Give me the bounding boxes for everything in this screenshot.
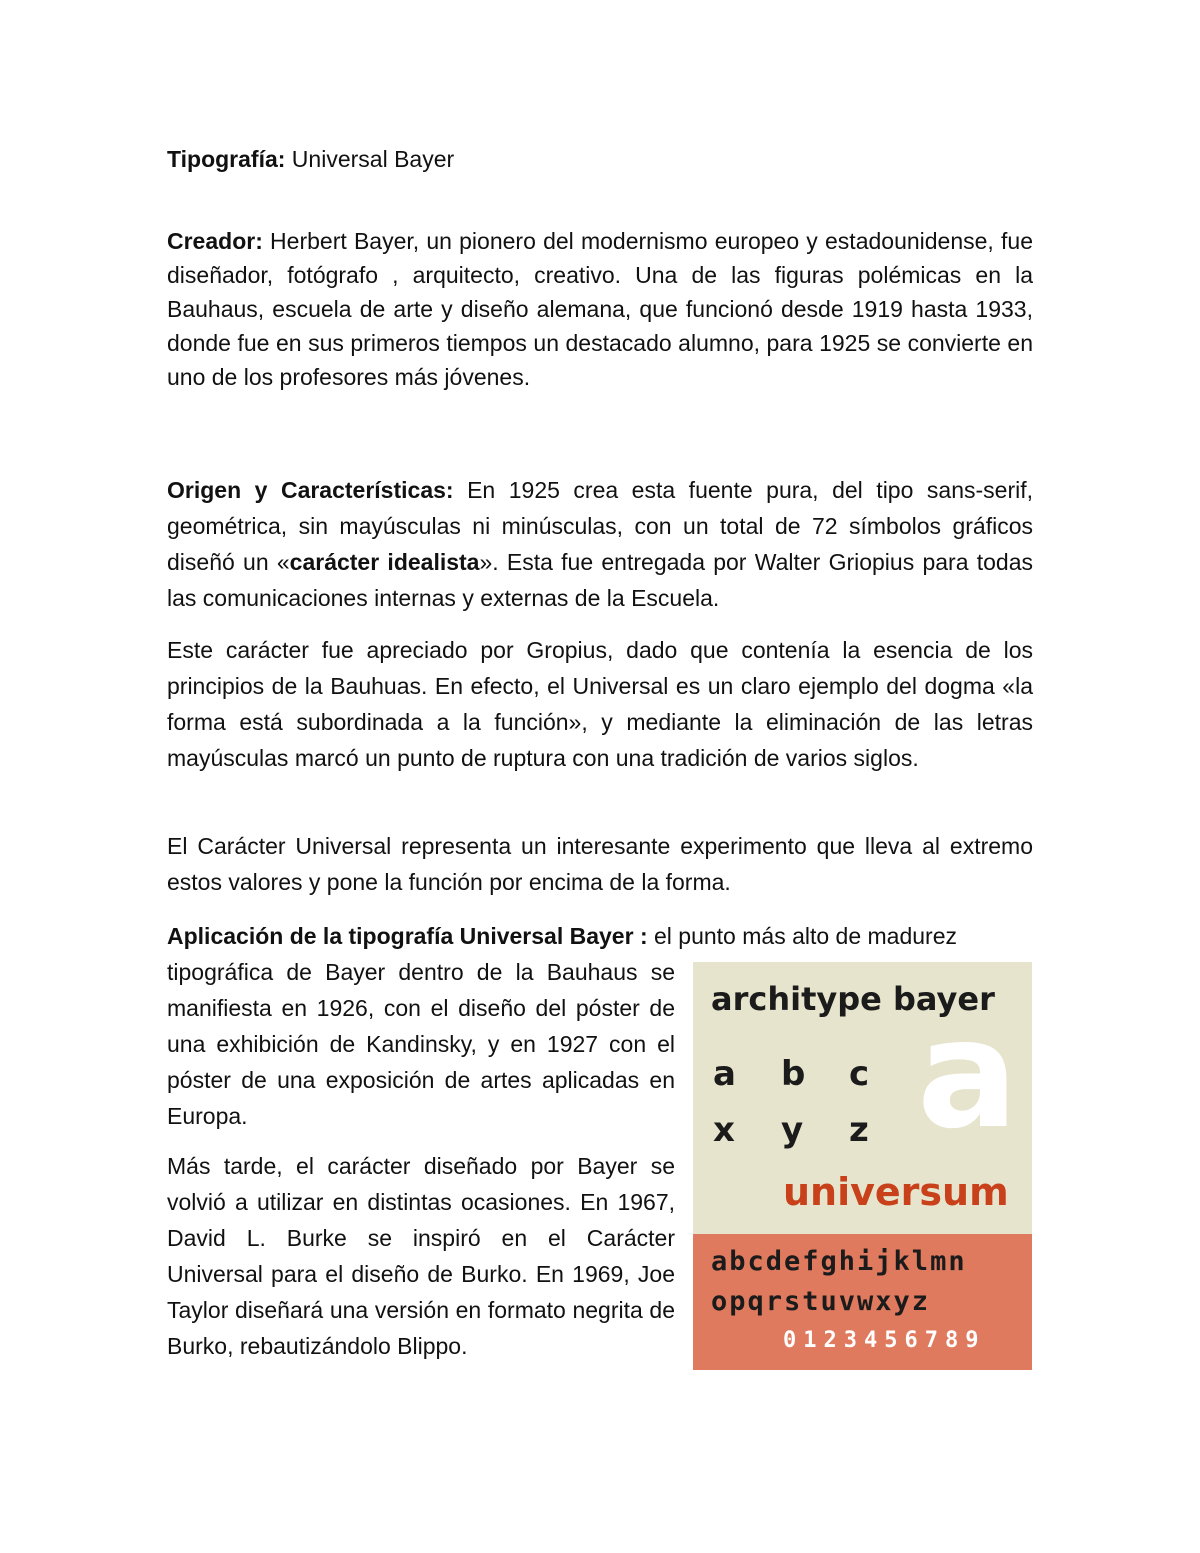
poster-letter: x [713,1110,735,1150]
tipografia-value: Universal Bayer [285,146,455,172]
origen-label: Origen y Características: [167,477,454,503]
universal-paragraph: El Carácter Universal representa un interesante experimento que lleva al extremo estos valores y pone la función por encima de la forma. [167,833,1033,895]
poster-big-letter: a [917,988,1019,1162]
aplicacion-label: Aplicación de la tipografía Universal Bayer : [167,923,648,949]
poster-letter: y [781,1110,804,1150]
aplicacion-text: el punto más alto de madurez [647,923,958,949]
creador-text: Herbert Bayer, un pionero del modernismo europeo y estadounidense, fue diseñador, fotógrafo , arquitecto, creativo. Una de las figuras polémicas en la Bauhaus, escuela de arte y diseño alemana, que funcionó desde 1919 hasta 1933, donde fue en sus primeros tiempos un destacado alumno, para 1925 se convierte en uno de los profesores más jóvenes. [167,228,1033,390]
poster-alphabet-line-2: opqrstuvwxyz [711,1286,931,1317]
poster-digits: 0123456789 [783,1328,986,1353]
poster-title: architype bayer [711,980,995,1018]
poster-letter: z [849,1110,869,1150]
poster-letter: c [849,1054,870,1094]
poster-alphabet-line-1: abcdefghijklmn [711,1246,967,1277]
gropius-paragraph: Este carácter fue apreciado por Gropius, dado que contenía la esencia de los principios de la Bauhuas. En efecto, el Universal es un claro ejemplo del dogma «la forma está subordinada a la función», y mediante la eliminación de las letras mayúsculas marcó un punto de ruptura con una tradición de varios siglos. [167,637,1033,771]
poster-row-abc [713,1054,917,1094]
creador-paragraph [167,224,1033,394]
origen-bold-phrase: carácter idealista [289,549,480,575]
origen-text-before: En 1925 crea esta fuente pura, del tipo sans-serif, geométrica, sin mayúsculas ni minúsculas, con un total de 72 símbolos gráficos diseñó un « [167,477,1033,575]
origen-paragraph [167,472,1033,616]
poster-row-xyz [713,1110,917,1150]
origen-text-after: ». Esta fue entregada por Walter Griopius para todas las comunicaciones internas y externas de la Escuela. [167,549,1034,611]
aplicacion-line [167,918,1033,954]
kandinsky-paragraph: tipográfica de Bayer dentro de la Bauhaus se manifiesta en 1926, con el diseño del póster de una exhibición de Kandinsky, y en 1927 con el póster de una exposición de artes aplicadas en Europa. [167,959,675,1129]
creador-label: Creador: [167,228,263,254]
poster-letter: a [713,1054,736,1094]
poster-letter: b [781,1054,806,1094]
burko-paragraph: Más tarde, el carácter diseñado por Bayer se volvió a utilizar en distintas ocasiones. En 1967, David L. Burke se inspiró en el Carácter Universal para el diseño de Burko. En 1969, Joe Taylor diseñará una versión en formato negrita de Burko, rebautizándolo Blippo. [167,1153,675,1359]
universal-bayer-poster [693,962,1032,1370]
poster-universum-word: universum [783,1170,1009,1214]
tipografia-line [167,142,1033,176]
tipografia-label: Tipografía: [167,146,286,172]
